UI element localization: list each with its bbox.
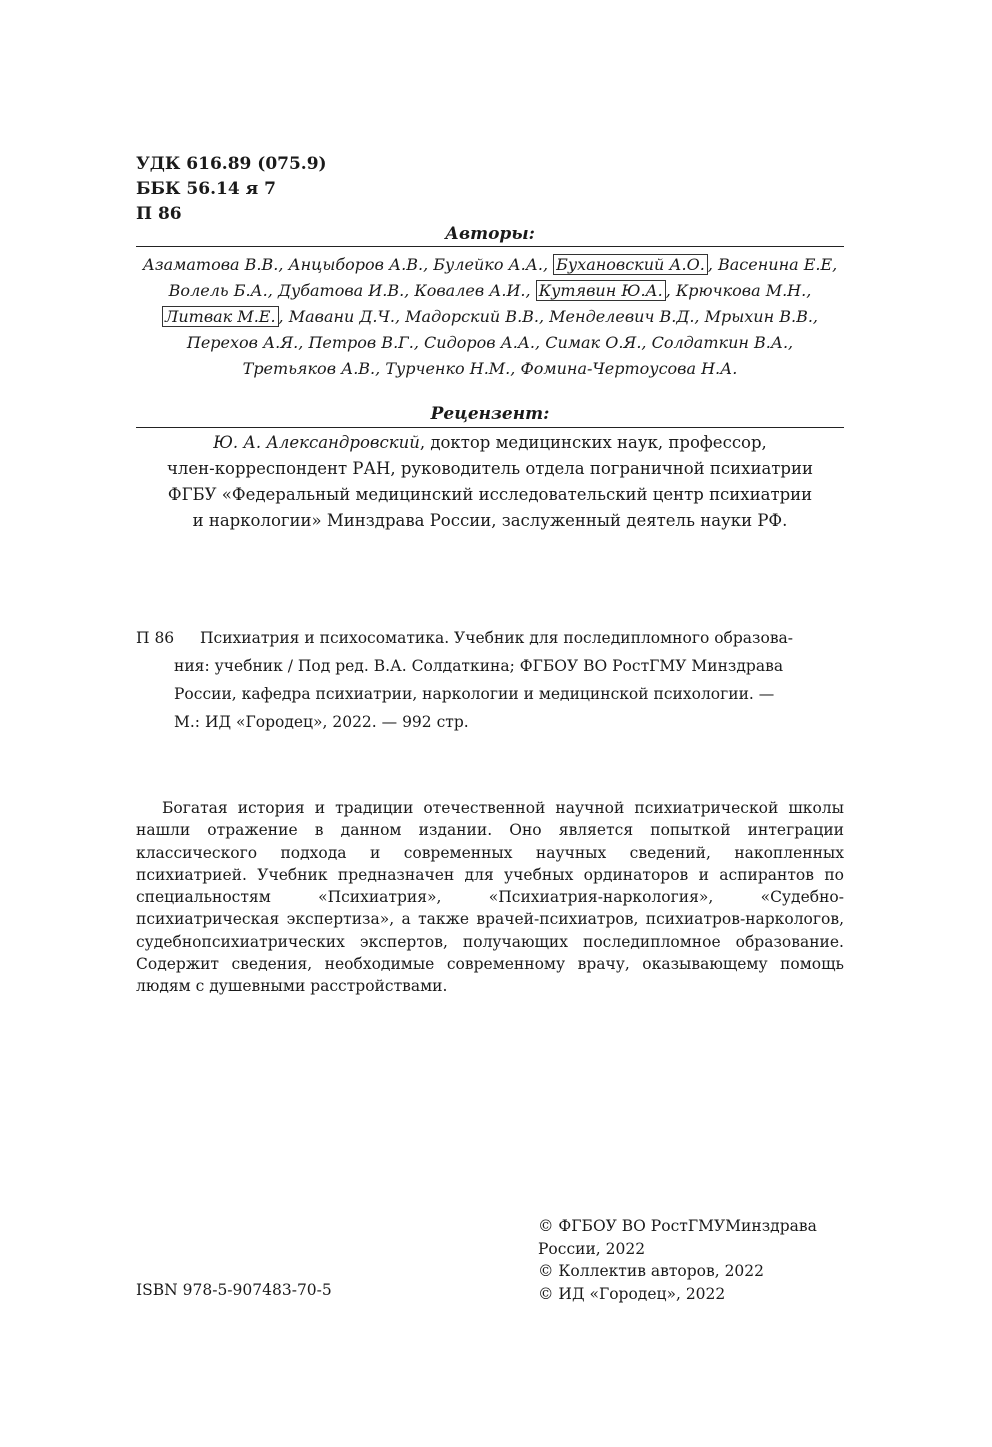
author-name: Сидоров А.А., bbox=[424, 333, 541, 352]
reviewer-name: Ю. А. Александровский bbox=[213, 433, 420, 452]
authors-line bbox=[136, 252, 844, 278]
author-name: Волель Б.А., bbox=[168, 281, 273, 300]
author-name: Менделевич В.Д., bbox=[549, 307, 700, 326]
author-name: Симак О.Я., bbox=[545, 333, 647, 352]
author-name: , Васенина Е.Е, bbox=[707, 255, 838, 274]
copyright-line4: © ИД «Городец», 2022 bbox=[538, 1284, 726, 1303]
reviewer-rule bbox=[136, 427, 844, 428]
authors-line bbox=[136, 356, 844, 382]
author-name: , Крючкова М.Н., bbox=[665, 281, 812, 300]
author-name: Булейко А.А., bbox=[433, 255, 549, 274]
authors-line bbox=[136, 278, 844, 304]
authors-heading: Авторы: bbox=[445, 224, 535, 244]
bibliographic-codes bbox=[136, 152, 327, 227]
reviewer-line1: , доктор медицинских наук, профессор, bbox=[419, 433, 767, 452]
author-name: Мрыхин В.В., bbox=[704, 307, 818, 326]
catalog-entry bbox=[174, 624, 844, 736]
udk-code: УДК 616.89 (075.9) bbox=[136, 154, 327, 174]
copyright-line1: © ФГБОУ ВО РостГМУМинздрава bbox=[538, 1217, 817, 1235]
authors-list bbox=[136, 252, 844, 382]
author-name: Турченко Н.М., bbox=[385, 359, 516, 378]
copyright-line3: © Коллектив авторов, 2022 bbox=[538, 1262, 765, 1280]
reviewer-line4: и наркологии» Минздрава России, заслуженный деятель науки РФ. bbox=[192, 511, 788, 530]
author-name: Дубатова И.В., bbox=[277, 281, 410, 300]
copyright-block bbox=[538, 1215, 817, 1305]
book-code: П 86 bbox=[136, 204, 182, 224]
reviewer-line2: член-корреспондент РАН, руководитель отдела пограничной психиатрии bbox=[167, 459, 813, 478]
abstract-paragraph: Богатая история и традиции отечественной научной психиатрической школы нашли отражение в данном издании. Оно является попыткой интеграции классического подхода и современных научных сведений, накопленных психиатрией. Учебник предназначен для учебных ординаторов и аспирантов по специальностям «Психиатрия», «Психиатрия-наркология», «Судебно-психиатрическая экспертиза», а также врачей-психиатров, психиатров-наркологов, судебнопсихиатрических экспертов, получающих последипломное образование. Содержит сведения, необходимые современному врачу, оказывающему помощь людям с душевными расстройствами. bbox=[136, 799, 844, 996]
catalog-line4: М.: ИД «Городец», 2022. — 992 стр. bbox=[174, 713, 469, 731]
reviewer-block bbox=[136, 430, 844, 534]
author-name: Азаматова В.В., bbox=[142, 255, 284, 274]
author-name: Ковалев А.И., bbox=[414, 281, 531, 300]
author-name: Третьяков А.В., bbox=[242, 359, 381, 378]
reviewer-heading: Рецензент: bbox=[430, 404, 550, 424]
author-name: Перехов А.Я., bbox=[186, 333, 304, 352]
author-name-boxed: Литвак М.Е. bbox=[162, 306, 279, 327]
author-name-boxed: Бухановский А.О. bbox=[553, 254, 708, 275]
author-name-boxed: Кутявин Ю.А. bbox=[536, 280, 666, 301]
author-name: , Мавани Д.Ч., bbox=[278, 307, 401, 326]
author-name: Мадорский В.В., bbox=[405, 307, 545, 326]
bbk-code: ББК 56.14 я 7 bbox=[136, 179, 276, 199]
authors-rule bbox=[136, 246, 844, 247]
catalog-line1: Психиатрия и психосоматика. Учебник для последипломного образова- bbox=[200, 629, 794, 647]
authors-line bbox=[136, 330, 844, 356]
reviewer-line3: ФГБУ «Федеральный медицинский исследовательский центр психиатрии bbox=[167, 485, 813, 504]
author-name: Солдаткин В.А., bbox=[651, 333, 794, 352]
author-name: Фомина-Чертоусова Н.А. bbox=[520, 359, 738, 378]
copyright-line2: России, 2022 bbox=[538, 1239, 646, 1258]
catalog-line3: России, кафедра психиатрии, наркологии и медицинской психологии. — bbox=[174, 685, 775, 703]
catalog-line2: ния: учебник / Под ред. В.А. Солдаткина; ФГБОУ ВО РостГМУ Минздрава bbox=[174, 657, 784, 675]
authors-line bbox=[136, 304, 844, 330]
isbn: ISBN 978-5-907483-70-5 bbox=[136, 1281, 332, 1299]
author-name: Анцыборов А.В., bbox=[288, 255, 429, 274]
author-name: Петров В.Г., bbox=[308, 333, 419, 352]
catalog-code: П 86 bbox=[136, 629, 175, 647]
